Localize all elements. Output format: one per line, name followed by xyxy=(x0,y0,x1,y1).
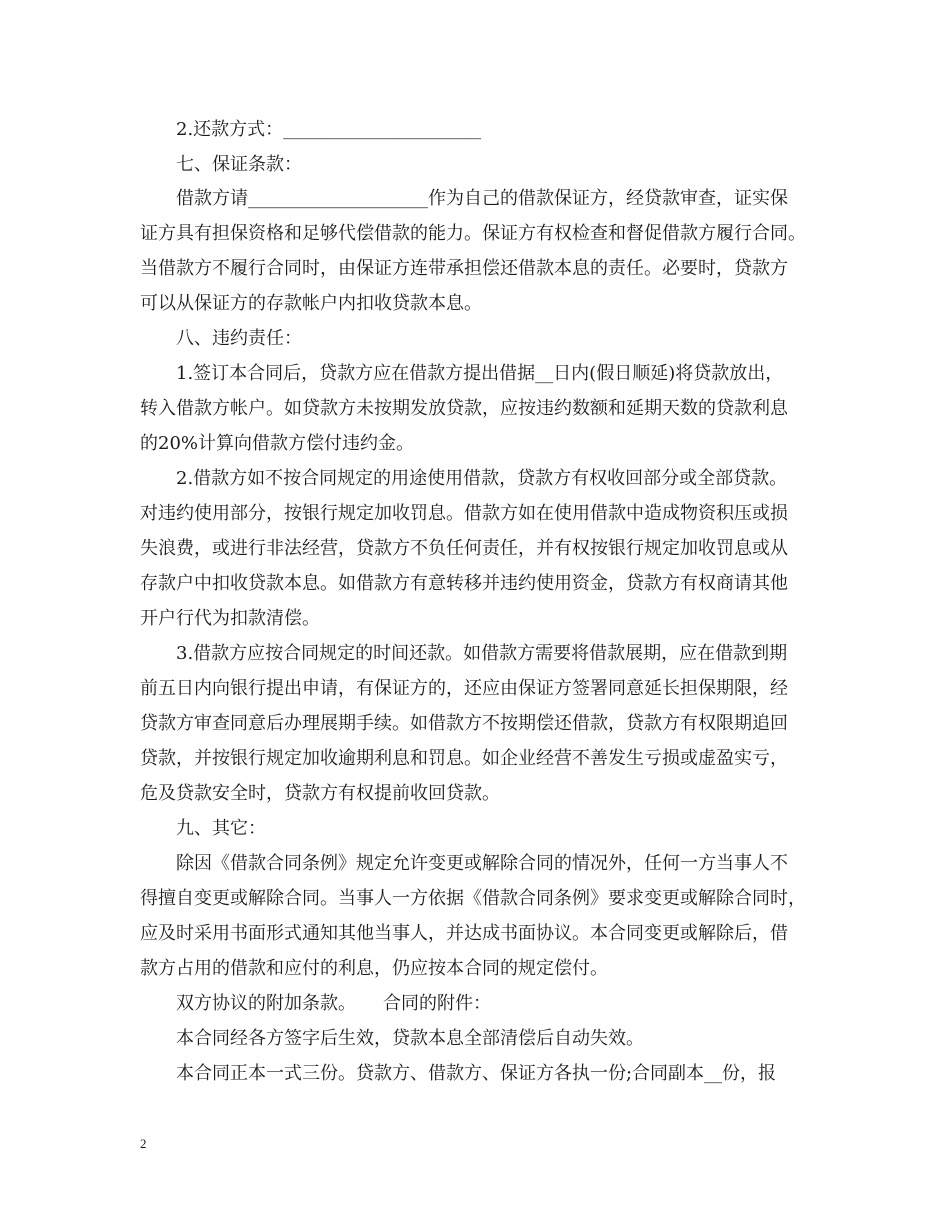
text-line: 开户行代为扣款清偿。 xyxy=(140,608,320,629)
section-heading-other: 九、其它： xyxy=(176,818,266,839)
text-line: 除因《借款合同条例》规定允许变更或解除合同的情况外，任何一方当事人不 xyxy=(176,853,788,874)
text-line: 2.借款方如不按合同规定的用途使用借款，贷款方有权收回部分或全部贷款。 xyxy=(176,468,788,489)
text-line: 借款方请____________________作为自己的借款保证方，经贷款审查，证实保 xyxy=(176,188,788,209)
text-line: 3.借款方应按合同规定的时间还款。如借款方需要将借款展期，应在借款到期 xyxy=(176,643,788,664)
text-line: 1.签订本合同后，贷款方应在借款方提出借据__日内(假日顺延)将贷款放出， xyxy=(176,363,784,384)
text-line: 双方协议的附加条款。 合同的附件： xyxy=(176,993,491,1014)
text-line: 存款户中扣收贷款本息。如借款方有意转移并违约使用资金，贷款方有权商请其他 xyxy=(140,573,788,594)
text-line: 款方占用的借款和应付的利息，仍应按本合同的规定偿付。 xyxy=(140,958,608,979)
text-line: 前五日内向银行提出申请，有保证方的，还应由保证方签署同意延长担保期限，经 xyxy=(140,678,788,699)
section-heading-guarantee: 七、保证条款： xyxy=(176,154,302,175)
text-line: 转入借款方帐户。如贷款方未按期发放贷款，应按违约数额和延期天数的贷款利息 xyxy=(140,398,788,419)
section-heading-liability: 八、违约责任： xyxy=(176,328,302,349)
text-line: 应及时采用书面形式通知其他当事人，并达成书面协议。本合同变更或解除后，借 xyxy=(140,923,788,944)
text-line: 可以从保证方的存款帐户内扣收贷款本息。 xyxy=(140,293,482,314)
text-line: 证方具有担保资格和足够代偿借款的能力。保证方有权检查和督促借款方履行合同。 xyxy=(140,223,806,244)
page-number: 2 xyxy=(140,1136,147,1151)
text-line: 危及贷款安全时，贷款方有权提前收回贷款。 xyxy=(140,783,500,804)
text-line: 得擅自变更或解除合同。当事人一方依据《借款合同条例》要求变更或解除合同时， xyxy=(140,888,806,909)
text-line: 当借款方不履行合同时，由保证方连带承担偿还借款本息的责任。必要时，贷款方 xyxy=(140,258,788,279)
text-line: 2.还款方式：______________________ xyxy=(176,119,482,140)
text-line: 贷款方审查同意后办理展期手续。如借款方不按期偿还借款，贷款方有权限期追回 xyxy=(140,713,788,734)
text-line: 失浪费，或进行非法经营，贷款方不负任何责任，并有权按银行规定加收罚息或从 xyxy=(140,538,788,559)
text-line: 的20%计算向借款方偿付违约金。 xyxy=(140,433,415,454)
text-line: 本合同正本一式三份。贷款方、借款方、保证方各执一份;合同副本__份，报 xyxy=(176,1063,777,1084)
text-line: 贷款，并按银行规定加收逾期利息和罚息。如企业经营不善发生亏损或虚盈实亏， xyxy=(140,748,788,769)
text-line: 本合同经各方签字后生效，贷款本息全部清偿后自动失效。 xyxy=(176,1028,644,1049)
text-line: 对违约使用部分，按银行规定加收罚息。借款方如在使用借款中造成物资积压或损 xyxy=(140,503,788,524)
